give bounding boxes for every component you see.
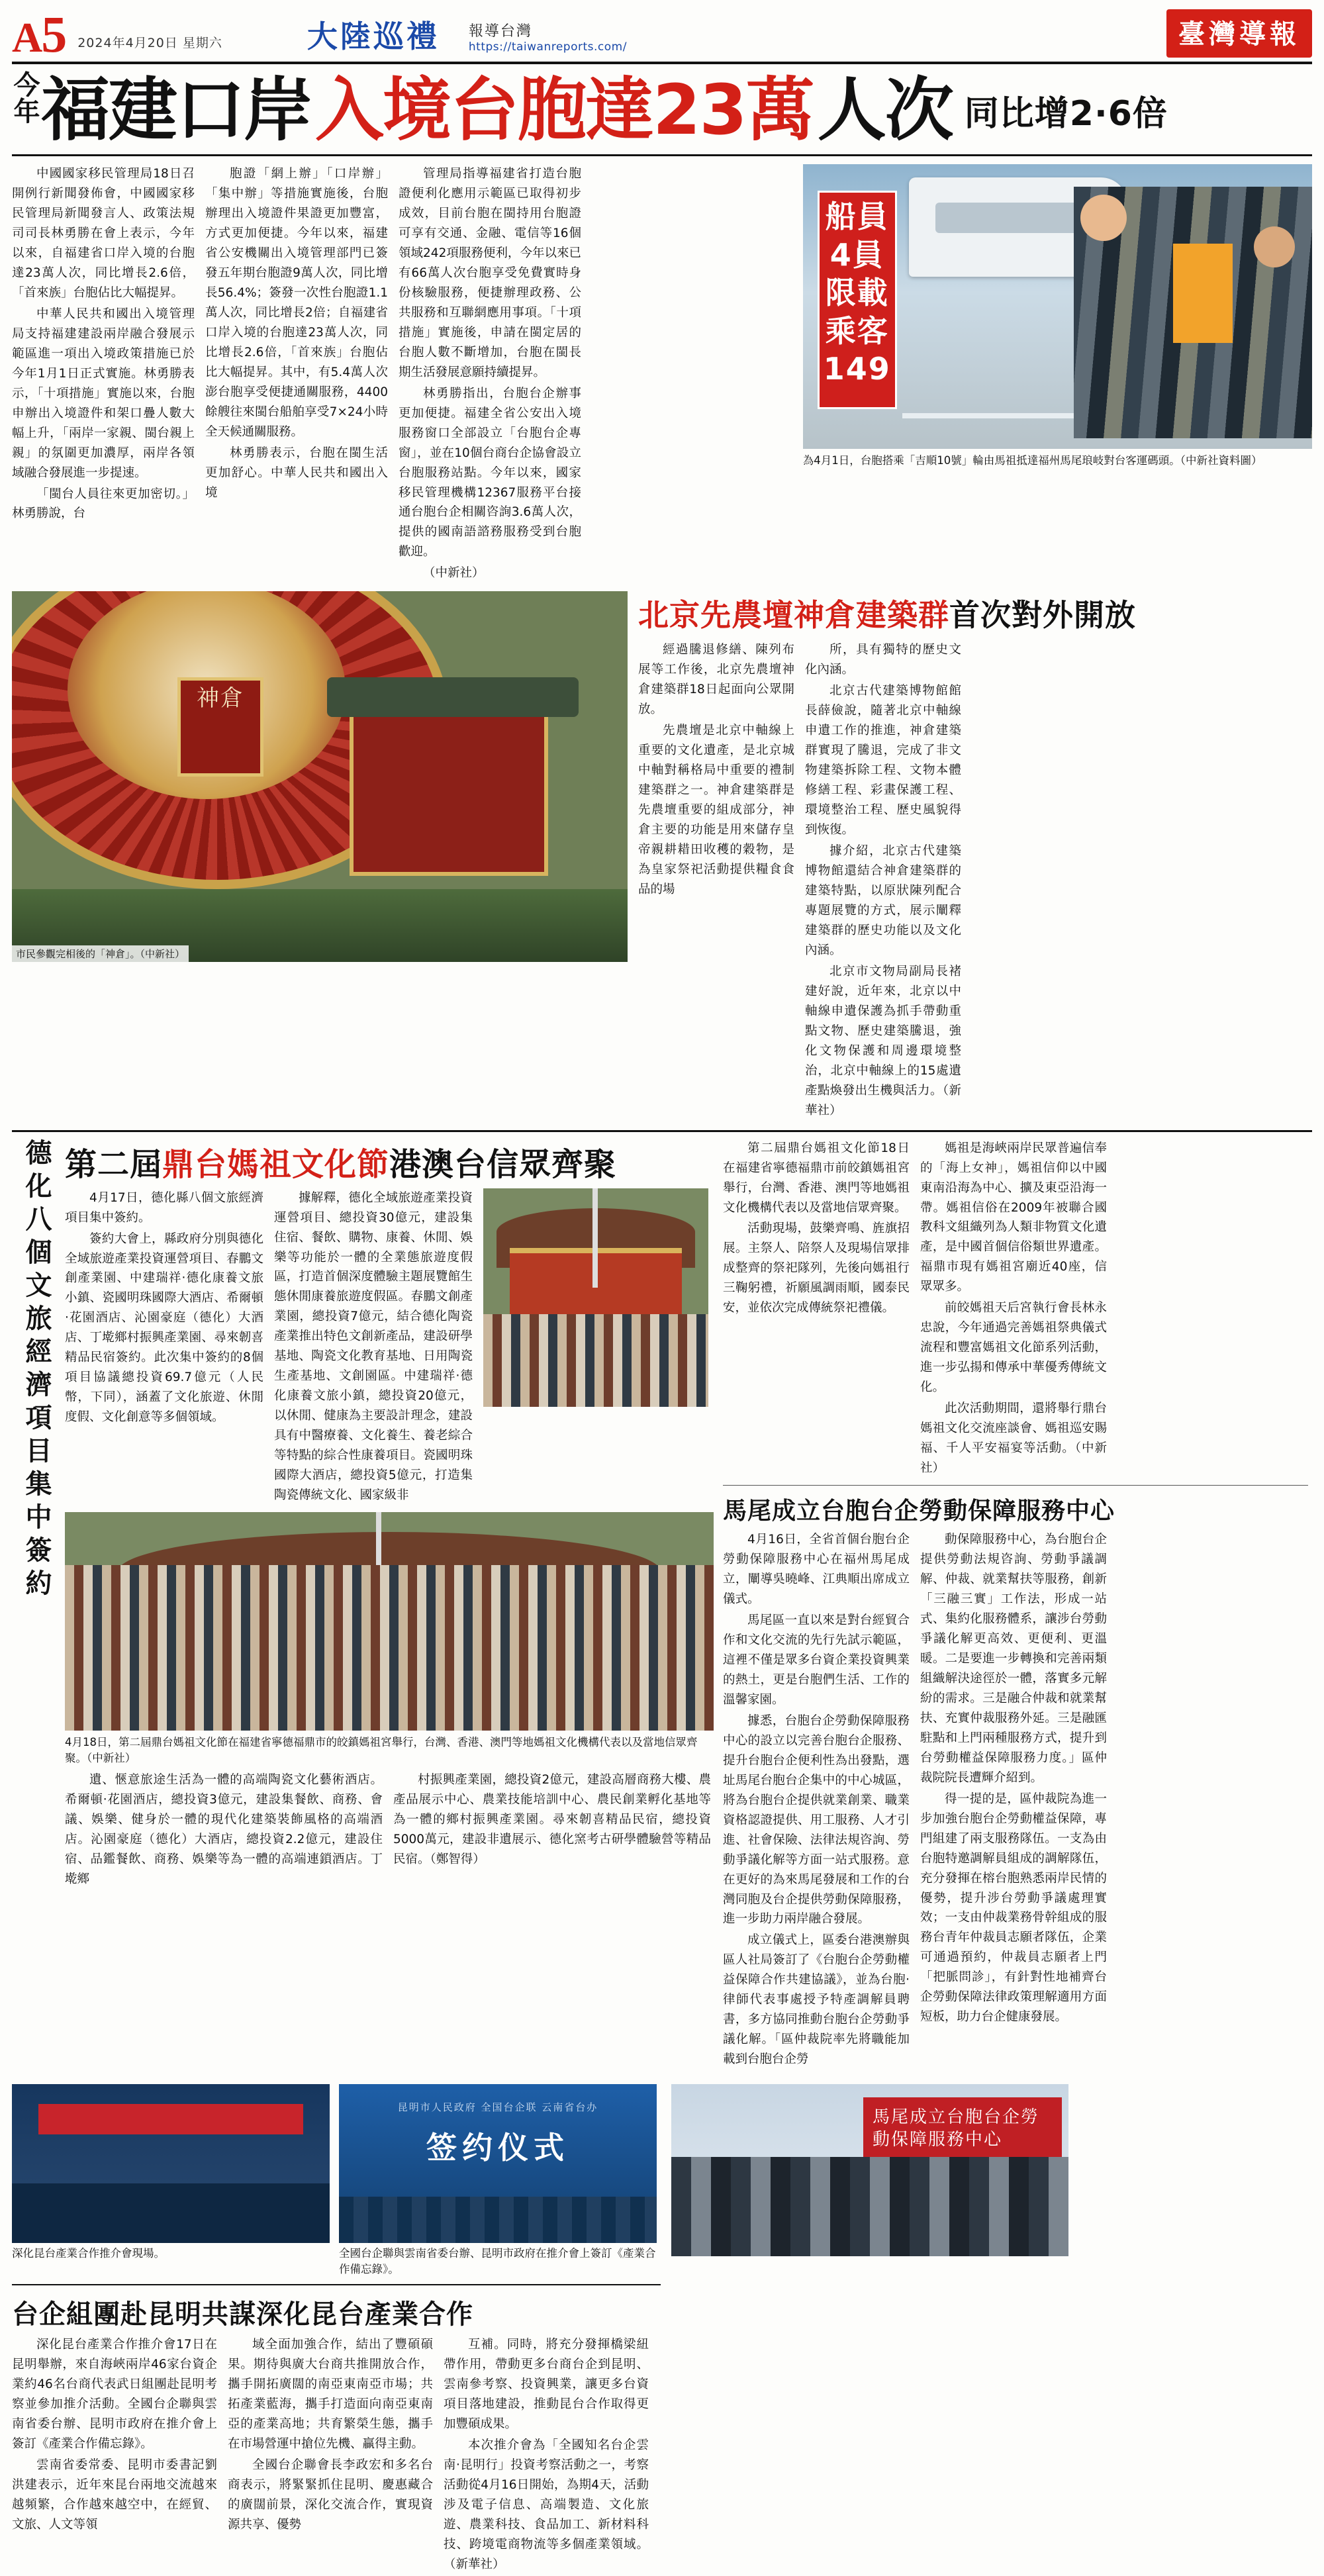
brand-line1: 報導台灣 — [468, 23, 532, 40]
paragraph: 深化昆台產業合作推介會17日在昆明舉辦，來自海峽兩岸46家台資企業約46名台商代表武日組團赴昆明考察並參加推介活動。全國台企聯與雲南省委台辦、昆明市政府在推介會上簽訂《產業合作備忘錄》。 — [12, 2338, 217, 2451]
mazu-headline-red: 鼎台媽祖文化節 — [162, 1145, 390, 1183]
dehua-vertical-headline: 德化八個文旅經濟項目集中簽約 — [21, 1138, 52, 1602]
paragraph: 全國台企聯會長李政宏和多名台商表示，將緊緊抓住昆明、慶惠藏合的廣闊前景，深化交流合作，實現資源共享、優勢 — [228, 2457, 433, 2532]
page-code-number: 5 — [41, 5, 66, 63]
ceremony-attendees — [671, 2157, 1068, 2256]
shencang-photo — [12, 591, 628, 962]
headline-part2: 入境台胞達23萬 — [315, 70, 814, 150]
service-center-signboard: 馬尾成立台胞台企勞動保障服務中心 — [863, 2097, 1062, 2210]
paragraph: 此次活動期間，還將舉行鼎台媽祖文化交流座談會、媽祖巡安賜福、千人平安福宴等活動。（中新社） — [920, 1402, 1107, 1476]
paragraph: 據解釋，德化全域旅遊產業投資運營項目、總投資30億元，建設集住宿、餐飲、購物、康養、休閒、娛樂等功能於一體的全業態旅遊度假區，打造首個深度體驗主題展覽館生態休閒康養旅遊度假區。春鵬文創產業園，總投資7億元，結合德化陶瓷產業推出特色文創新產品，建設研學基地、陶瓷文化教育基地、日用陶瓷生產基地、文創園區。中建瑞祥·德化康養文旅小鎮，總投資20億元，以休閒、健康為主要設計理念，建設具有中醫療養、文化養生、養老綜合等特點的綜合性康養項目。瓷國明珠國際大酒店，總投資5億元，打造集陶瓷傳統文化、國家級非 — [274, 1190, 473, 1503]
worshippers-wide — [65, 1565, 714, 1731]
beijing-headline-black: 首次對外開放 — [949, 597, 1136, 634]
paragraph: 遺、愜意旅途生活為一體的高端陶瓷文化藝術酒店。希爾頓·花園酒店，總投資3億元，建設集餐飲、商務、會議、娛樂、健身於一體的現代化建築裝飾風格的高端酒店。沁園豪庭（德化）大酒店，總投資2.2億元，建設住宿、品鑑餐飲、商務、娛樂等為一體的高端連鎖酒店。丁墘鄉 — [65, 1772, 383, 1886]
beijing-headline — [638, 591, 1312, 635]
mazu-center-block — [65, 1139, 714, 2072]
kunming-photos — [12, 2084, 661, 2277]
paragraph: 4月17日，德化縣八個文旅經濟項目集中簽約。 — [65, 1190, 263, 1225]
dehua-columns-lower — [65, 1770, 714, 1891]
mawei-columns — [723, 1530, 1308, 2071]
paragraph: 林勇勝指出，台胞台企辦事更加便捷。福建全省公安出入境服務窗口全部設立「台胞台企專窗」，並在10個台商台企協會設立台胞服務站點。今年以來，國家移民管理機構12367服務平台接通台胞台企相關咨詢3.6萬人次，提供的國南語諮務服務受到台胞歡迎。 — [399, 386, 581, 559]
mazu-col-1 — [723, 1139, 910, 1480]
headline-pre: 今年 — [9, 71, 40, 124]
signing-title: 签约仪式 — [426, 2130, 569, 2166]
main-headline — [9, 70, 1312, 156]
pavilion-shape — [350, 704, 548, 876]
paragraph: 第二屆鼎台媽祖文化節18日在福建省寧德福鼎市前皎鎮媽祖宮舉行，台灣、香港、澳門等地媽祖文化機構代表以及當地信眾齊聚。 — [723, 1141, 910, 1215]
worshippers — [483, 1314, 708, 1407]
meeting-tables — [12, 2183, 330, 2243]
top-col-4 — [592, 164, 775, 585]
paragraph: 動保障服務中心，為台胞台企提供勞動法規咨詢、勞動爭議調解、仲裁、就業幫扶等服務，創新「三融三實」工作法，形成一站式、集約化服務體系，讓涉台勞動爭議化解更高效、更便利、更溫暖。二是要進一步轉換和完善兩類組織解決途徑於一體，落實多元解紛的需求。三是融合仲裁和就業幫扶、充實仲裁服務外延。三是融匯駐點和上門兩種服務方式，提升到台勞動權益保障服務力度。」區仲裁院院長遭輝介紹到。 — [920, 1533, 1107, 1785]
staff-vest — [1173, 244, 1233, 343]
paragraph: 得一提的是，區仲裁院為進一步加強台胞台企勞動權益保障，專門組建了兩支服務隊伍。一支為由台胞特邀調解員組成的調解隊伍，充分發揮在榕台胞熟悉兩岸民情的優勢，提升涉台勞動爭議處理實效；一支由仲裁業務骨幹組成的服務台青年仲裁員志願者隊伍，企業可通過預約，仲裁員志願者上門「把脈問診」，有針對性地補齊台企勞動保障法律政策理解適用方面短板，助力台企健康發展。 — [920, 1791, 1107, 2025]
shencang-plaque: 神倉 — [177, 677, 263, 777]
kunming-photo1-caption: 深化昆台產業合作推介會現場。 — [12, 2247, 165, 2260]
paragraph: 馬尾區一直以來是對台經貿合作和文化交流的先行先試示範區，這裡不僅是眾多台資企業投資興業的熱土，更是台胞們生活、工作的溫馨家園。 — [723, 1613, 910, 1707]
paragraph: 成立儀式上，區委台港澳辦與區人社局簽訂了《台胞台企勞動權益保障合作共建協議》，並為台胞·律師代表事處授予特產調解員聘書，多方協同推動台胞台企勞動爭議化解。「區仲裁院率先將職能加載到台胞台企勞 — [723, 1933, 910, 2067]
mazu-festival-photo — [483, 1188, 708, 1407]
dehua-col-3 — [393, 1770, 711, 1891]
top-photo-block — [803, 164, 1312, 585]
paragraph: 經過騰退修繕、陳列布展等工作後，北京先農壇神倉建築群18日起面向公眾開放。 — [638, 643, 794, 717]
paragraph: 所，具有獨特的歷史文化內涵。 — [805, 643, 961, 677]
paragraph: 中國國家移民管理局18日召開例行新聞發佈會，中國國家移民管理局新聞發言人、政策法規司司長林勇勝在會上表示，今年以來，自福建省口岸入境的台胞達23萬人次，同比增長2.6倍，「首來族」台胞佔比大幅提昇。 — [12, 167, 195, 300]
signing-ceremony-photo — [339, 2084, 657, 2243]
page-code — [12, 5, 66, 63]
kunming-columns — [12, 2335, 661, 2576]
paragraph: 據介紹，北京古代建築博物館還結合神倉建築群的建築特點，以原狀陳列配合專題展覽的方式，展示闡釋建築群的歷史功能以及文化內涵。 — [805, 844, 961, 957]
mawei-headline: 馬尾成立台胞台企勞動保障服務中心 — [723, 1498, 1115, 1525]
kunming-photo2-caption: 全國台企聯與雲南省委台辦、昆明市政府在推介會上簽訂《產業合作備忘錄》。 — [339, 2247, 656, 2276]
paragraph: 本次推介會為「全國知名台企雲南·昆明行」投資考察活動之一，考察活動從4月16日開始，為期4天，活動涉及電子信息、高端製造、文化旅遊、農業科技、食品加工、新材料科技、跨境電商物流等多個產業領域。（新華社） — [444, 2438, 649, 2571]
stage-banner — [38, 2104, 303, 2134]
signing-attendees — [339, 2197, 657, 2243]
kunming-col-1 — [12, 2335, 217, 2576]
mazu-right-block — [723, 1139, 1308, 2072]
beijing-columns — [638, 640, 1312, 1121]
signing-subtitle: 昆明市人民政府 全国台企联 云南省台办 — [397, 2101, 598, 2114]
mazu-headline-part2: 港澳台信眾齊聚 — [389, 1145, 617, 1183]
mazu-headline-part1: 第二屆 — [65, 1145, 163, 1183]
paragraph: 域全面加強合作，結出了豐碩碩果。期待與廣大台商共推開放合作，攜手開拓廣闊的南亞東南亞市場；共拓產業藍海，攜手打造面向南亞東南亞的產業高地；共育繁榮生態，攜手在市場營運中搶位先機、贏得主動。 — [228, 2338, 433, 2451]
beijing-col-2 — [805, 640, 961, 1121]
kunming-story — [12, 2079, 1312, 2575]
source-credit: （中新社） — [423, 566, 485, 581]
headline-part1: 福建口岸 — [41, 70, 312, 150]
mawei-photo-block — [671, 2079, 1307, 2575]
section-title: 大陸巡禮 — [307, 19, 440, 54]
paragraph: 簽約大會上，縣政府分別與德化全域旅遊產業投資運營項目、春鵬文創產業園、中建瑞祥·德化康養文旅小鎮、瓷國明珠國際大酒店、希爾頓·花園酒店、沁園豪庭（德化）大酒店、丁墘鄉村振興產業園、尋來韌喜精品民宿簽約。此次集中簽約的8個項目協議總投資69.7億元（人民幣，下同），涵蓋了文化旅遊、休閒度假、文化創意等多個領域。 — [65, 1231, 263, 1425]
paragraph: 據悉，台胞台企勞動保障服務中心的設立以完善台胞台企服務、提升台胞台企便利性為出發點，選址馬尾台胞台企集中的中心城區，將為台胞台企提供就業創業、職業資格認證提供、用工服務、人才引進、社會保險、法律法規咨詢、勞動爭議化解等方面一站式服務。意在更好的為來馬尾發展和工作的台灣同胞及台企提供勞動保障服務，進一步助力兩岸融合發展。 — [723, 1713, 910, 1927]
mazu-photo-caption: 4月18日，第二屆鼎台媽祖文化節在福建省寧德福鼎市的皎鎮媽祖宮舉行，台灣、香港、澳門等地媽祖文化機構代表以及當地信眾齊聚。（中新社） — [65, 1736, 698, 1765]
paragraph: 互補。同時，將充分發揮橋梁紐帶作用，帶動更多台商台企到昆明、雲南參考察、投資興業，讓更多台資項目落地建設，推動昆台合作取得更加豐碩成果。 — [444, 2338, 649, 2431]
port-photo-caption: 為4月1日，台胞搭乘「吉順10號」輪由馬祖抵達福州馬尾琅岐對台客運碼頭。（中新社資料圖） — [802, 454, 1262, 467]
kunming-left — [12, 2079, 661, 2575]
top-col-1 — [12, 164, 195, 585]
publication-logo: 臺灣導報 — [1166, 9, 1312, 58]
brand-block — [469, 20, 627, 58]
beijing-text-block — [638, 591, 1312, 1121]
brand-url[interactable]: https://taiwanreports.com/ — [468, 40, 627, 54]
kunming-col-3 — [444, 2335, 649, 2576]
divider — [12, 2284, 661, 2285]
dehua-col-2 — [65, 1770, 383, 1891]
kunming-col-2 — [228, 2335, 433, 2576]
paragraph: 北京古代建築博物館館長薛儉說，隨著北京中軸線申遺工作的推進，神倉建築群實現了騰退，完成了非文物建築拆除工程、文物本體修繕工程、彩畫保護工程、環境整治工程、歷史風貌得到恢復。 — [805, 684, 961, 837]
paragraph: 管理局指導福建省打造台胞證便利化應用示範區已取得初步成效，目前台胞在閩持用台胞證可享有交通、金融、電信等16個領域242項服務便利，今年以來已有66萬人次台胞享受免費實時身份核驗服務，便捷辦理政務、公共服務和互聯網應用事項。「十項措施」實施後，申請在閩定居的台胞人數不斷增加，台胞在閩長期生活發展意願持續提昇。 — [399, 167, 581, 379]
paragraph: 胞證「網上辦」「口岸辦」「集中辦」等措施實施後，台胞辦理出入境證件果證更加豐富，方式更加便捷。今年以來，福建省公安機關出入境管理部門已簽發五年期台胞證9萬人次，同比增長56.4%；簽發一次性台胞證1.1萬人次，同比增長2倍；自福建省口岸入境的台胞達23萬人次，同比增長2.6倍，「首來族」台胞佔比大幅提昇。其中，有5.4萬人次澎台胞享受便捷通關服務，4400餘艘往來閩台船舶享受7×24小時全天候通關服務。 — [205, 167, 388, 439]
temple-photo-block — [12, 591, 628, 1121]
kunming-photo2-block — [339, 2084, 661, 2277]
top-col-3 — [399, 164, 581, 585]
paragraph: 林勇勝表示，台胞在閩生活更加舒心。中華人民共和國出入境 — [205, 446, 388, 500]
paragraph: 村振興產業園，總投資2億元，建設高層商務大樓、農產品展示中心、農業技能培訓中心、農民創業孵化基地等為一體的鄉村振興產業園。尋來韌喜精品民宿，總投資5000萬元，建設非遺展示、德化窯考古研學體驗營等精品民宿。（鄭智得） — [393, 1772, 711, 1866]
beijing-col-1 — [638, 640, 794, 1121]
dehua-columns — [65, 1188, 714, 1507]
dehua-col-1b — [274, 1188, 473, 1507]
paragraph: 北京市文物局副局長褚建好說，近年來，北京以中軸線申遺保護為抓手帶動重點文物、歷史建築騰退，強化文物保護和周邊環境整治，北京中軸線上的15處遺產點煥發出生機與活力。（新華社） — [805, 964, 961, 1118]
paragraph: 4月16日，全省首個台胞台企勞動保障服務中心在福州馬尾成立，闡導吳曉峰、江典順出席成立儀式。 — [723, 1533, 910, 1606]
paragraph: 活動現場，鼓樂齊鳴、旌旗招展。主祭人、陪祭人及現場信眾排成整齊的祭祀隊列，先後向媽祖行三鞠躬禮，祈願風調雨順，國泰民安，並依次完成傳統祭祀禮儀。 — [723, 1221, 910, 1315]
issue-date: 2024年4月20日 星期六 — [77, 36, 222, 50]
mawei-col-1 — [723, 1530, 910, 2071]
shencang-photo-caption: 市民參觀完相後的「神倉」。（中新社） — [12, 945, 189, 962]
mazu-photo-col — [483, 1188, 708, 1507]
mazu-dehua-block — [12, 1130, 1312, 2072]
mawei-col-2 — [920, 1530, 1107, 2071]
kunming-headline: 台企組團赴昆明共謀深化昆台產業合作 — [12, 2299, 473, 2330]
port-photo — [803, 164, 1312, 449]
top-col-2 — [205, 164, 388, 585]
page-code-letter: A — [12, 13, 42, 61]
paragraph: 前皎媽祖天后宮執行會長林永忠說，今年通過完善媽祖祭典儀式流程和豐富媽祖文化節系列活動，進一步弘揚和傳承中華優秀傳統文化。 — [920, 1301, 1107, 1395]
beijing-story — [12, 591, 1312, 1121]
paragraph: 「閩台人員往來更加密切。」林勇勝說，台 — [12, 487, 195, 521]
mazu-headline — [65, 1139, 714, 1184]
paragraph: 雲南省委常委、昆明市委書記劉洪建表示，近年來昆台兩地交流越來越頻繁，合作越來越空中，在經貿、文旅、人文等領 — [12, 2457, 217, 2532]
flag-pole — [592, 1188, 598, 1288]
mazu-festival-wide-photo — [65, 1512, 714, 1731]
beijing-headline-red: 北京先農壇神倉建築群 — [638, 597, 949, 634]
kunming-photo1-block — [12, 2084, 330, 2277]
promotion-meeting-photo — [12, 2084, 330, 2243]
top-story-columns — [12, 164, 792, 585]
headline-part3: 人次 — [817, 70, 953, 150]
masthead — [12, 5, 1312, 64]
mazu-columns — [723, 1139, 1308, 1480]
headline-tail: 同比增2·6倍 — [964, 93, 1168, 134]
divider — [723, 1485, 1308, 1486]
top-story — [12, 164, 1312, 585]
paragraph: 媽祖是海峽兩岸民眾普遍信奉的「海上女神」，媽祖信仰以中國東南沿海為中心、擴及東亞沿海一帶。媽祖信俗在2009年被聯合國教科文組織列為人類非物質文化遺產，是中國首個信俗類世界遺產。福鼎市現有媽祖宮廟近40座，信眾眾多。 — [920, 1141, 1107, 1294]
service-center-photo — [671, 2084, 1068, 2256]
ship-capacity-banner: 船員4員限載乘客149 — [818, 191, 897, 409]
mazu-col-2 — [920, 1139, 1107, 1480]
dehua-col-1 — [65, 1188, 263, 1507]
paragraph: 先農壇是北京中軸線上重要的文化遺產，是北京城中軸對稱格局中重要的禮制建築群之一。神倉建築群是先農壇重要的組成部分，神倉主要的功能是用來儲存皇帝親耕耤田收穫的穀物，是為皇家祭祀活動提供糧食食品的場 — [638, 724, 794, 896]
paragraph: 中華人民共和國出入境管理局支持福建建設兩岸融合發展示範區進一項出入境政策措施已於今年1月1日正式實施。林勇勝表示，「十項措施」實施以來，台胞申辦出入境證件和架口疊人數大幅上升，「兩岸一家親、閩台親上親」的氛圍更加濃厚，兩岸各領域融合發展進一步提速。 — [12, 307, 195, 480]
